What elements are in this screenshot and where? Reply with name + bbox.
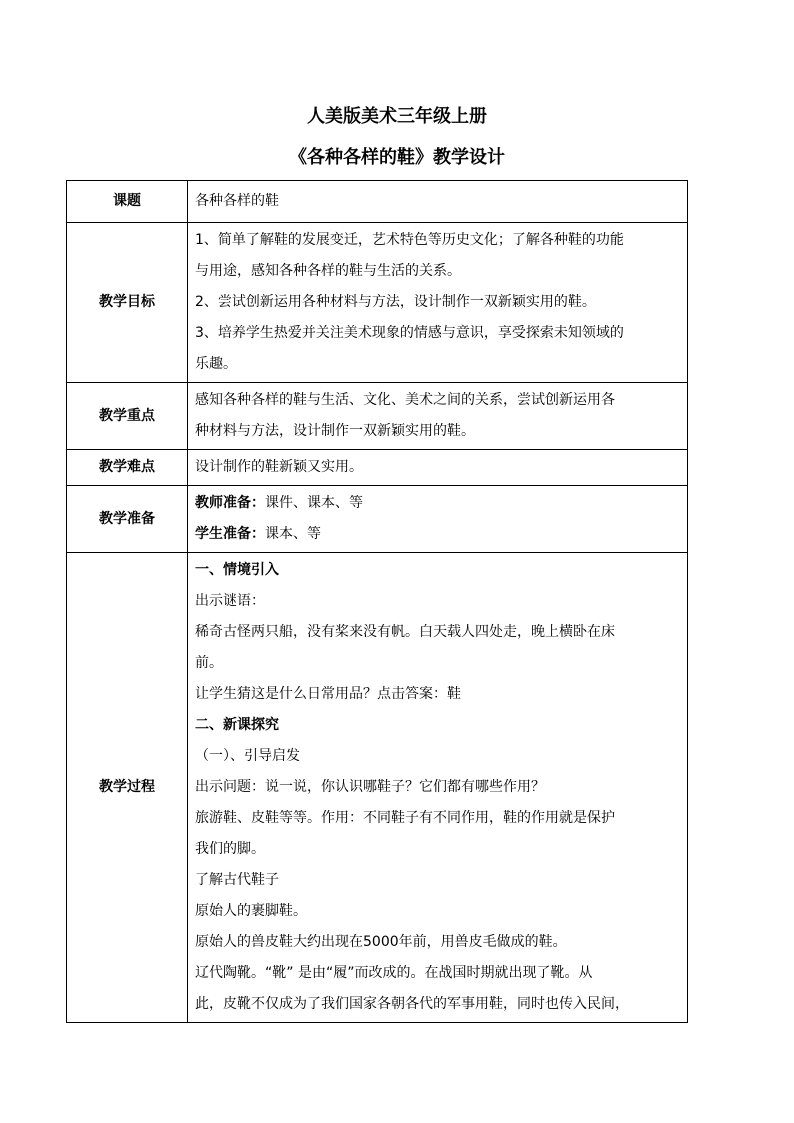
table-row-process [67, 553, 688, 1023]
student-prep-text: 课本、等 [265, 526, 321, 542]
lesson-plan-table [66, 180, 688, 1023]
process-line: 我们的脚。 [195, 841, 265, 857]
row-label-goals: 教学目标 [67, 223, 188, 383]
process-line: 原始人的兽皮鞋大约出现在5000年前，用兽皮毛做成的鞋。 [195, 934, 567, 950]
process-line: 稀奇古怪两只船，没有桨来没有帆。白天载人四处走，晚上横卧在床 [195, 624, 615, 640]
goals-line: 2、尝试创新运用各种材料与方法，设计制作一双新颖实用的鞋。 [195, 294, 596, 310]
table-row-difficulty [67, 450, 688, 486]
student-prep-line [195, 519, 681, 550]
teacher-prep-line [195, 488, 681, 519]
process-line: 原始人的裹脚鞋。 [195, 903, 307, 919]
teacher-prep-label: 教师准备： [195, 495, 265, 511]
row-value-preparation [188, 486, 688, 553]
process-line: 辽代陶靴。“靴” 是由“履”而改成的。在战国时期就出现了靴。从 [195, 965, 593, 981]
row-value-difficulty: 设计制作的鞋新颖又实用。 [188, 450, 688, 486]
row-label-process: 教学过程 [67, 553, 188, 1023]
table-row-preparation [67, 486, 688, 553]
table-row-key-points [67, 383, 688, 450]
document-subtitle: 《各种各样的鞋》教学设计 [289, 147, 505, 168]
goals-line: 与用途，感知各种各样的鞋与生活的关系。 [195, 263, 461, 279]
process-line: （一）、引导启发 [195, 748, 300, 764]
row-value-topic: 各种各样的鞋 [188, 181, 688, 223]
goals-line: 1、简单了解鞋的发展变迁，艺术特色等历史文化；了解各种鞋的功能 [195, 232, 624, 248]
process-line: 让学生猜这是什么日常用品？点击答案：鞋 [195, 686, 461, 702]
goals-line: 乐趣。 [195, 356, 237, 372]
row-label-preparation: 教学准备 [67, 486, 188, 553]
row-value-key-points [188, 383, 688, 450]
key-points-line: 种材料与方法，设计制作一双新颖实用的鞋。 [195, 423, 475, 439]
row-label-difficulty: 教学难点 [67, 450, 188, 486]
process-line: 了解古代鞋子 [195, 872, 279, 888]
key-points-line: 感知各种各样的鞋与生活、文化、美术之间的关系，尝试创新运用各 [195, 392, 615, 408]
process-heading: 二、新课探究 [195, 717, 279, 733]
goals-line: 3、培养学生热爱并关注美术现象的情感与意识，享受探索未知领域的 [195, 325, 624, 341]
table-row-goals [67, 223, 688, 383]
process-line: 出示问题：说一说，你认识哪鞋子？它们都有哪些作用？ [195, 779, 545, 795]
process-heading: 一、情境引入 [195, 562, 279, 578]
student-prep-label: 学生准备： [195, 526, 265, 542]
document-title: 人美版美术三年级上册 [307, 106, 487, 127]
teacher-prep-text: 课件、课本、等 [265, 495, 363, 511]
process-line: 出示谜语： [195, 593, 265, 609]
row-label-key-points: 教学重点 [67, 383, 188, 450]
row-value-goals [188, 223, 688, 383]
process-line: 旅游鞋、皮鞋等等。作用：不同鞋子有不同作用，鞋的作用就是保护 [195, 810, 615, 826]
process-line: 前。 [195, 655, 223, 671]
process-line: 此，皮靴不仅成为了我们国家各朝各代的军事用鞋，同时也传入民间， [195, 996, 629, 1012]
row-label-topic: 课题 [67, 181, 188, 223]
row-value-process [188, 553, 688, 1023]
table-row-topic [67, 181, 688, 223]
